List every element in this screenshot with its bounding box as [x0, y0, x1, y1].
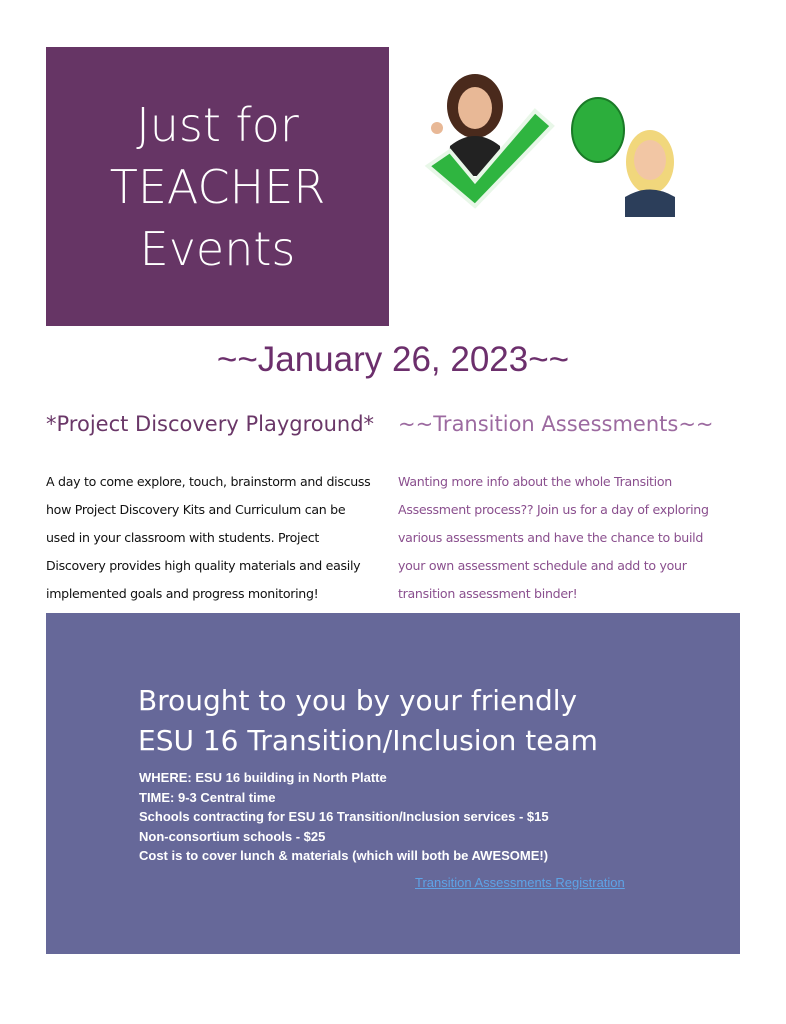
text-line: various assessments and have the chance to build [398, 530, 704, 545]
text-line: A day to come explore, touch, brainstorm and discuss [46, 474, 371, 489]
text-line: Wanting more info about the whole Transition [398, 474, 672, 489]
transition-assessments-heading: ~~Transition Assessments~~ [398, 412, 714, 436]
project-discovery-description [46, 468, 370, 608]
event-details [139, 768, 549, 866]
text-line: how Project Discovery Kits and Curriculum can be [46, 502, 346, 517]
bitmoji-teacher-checkmark-image [420, 66, 560, 216]
headline-line: Brought to you by your friendly [138, 684, 578, 717]
time-detail: TIME: 9-3 Central time [139, 789, 276, 805]
title-line: Events [139, 221, 296, 276]
text-line: used in your classroom with students. Project [46, 530, 319, 545]
info-headline [138, 681, 598, 761]
headline-line: ESU 16 Transition/Inclusion team [138, 724, 598, 757]
contracting-price-detail: Schools contracting for ESU 16 Transition/Inclusion services - $15 [139, 809, 549, 824]
text-line: implemented goals and progress monitoring! [46, 586, 319, 601]
text-line: Assessment process?? Join us for a day of exploring [398, 502, 709, 517]
cost-note: Cost is to cover lunch & materials (which will both be AWESOME!) [139, 848, 549, 863]
event-date: ~~January 26, 2023~~ [216, 340, 570, 379]
non-consortium-price-detail: Non-consortium schools - $25 [139, 828, 326, 844]
title-line: TEACHER [109, 159, 326, 214]
text-line: Discovery provides high quality materials and easily [46, 558, 361, 573]
text-line: transition assessment binder! [398, 586, 578, 601]
title-line: Just for [136, 97, 299, 152]
title-banner [46, 47, 389, 326]
project-discovery-heading: *Project Discovery Playground* [46, 412, 375, 436]
location-detail: WHERE: ESU 16 building in North Platte [139, 770, 387, 785]
text-line: your own assessment schedule and add to your [398, 558, 687, 573]
transition-assessments-description [398, 468, 709, 608]
bitmoji-teacher-foam-finger-image [570, 92, 690, 220]
event-info-box [46, 613, 740, 954]
registration-link[interactable]: Transition Assessments Registration [415, 875, 625, 890]
